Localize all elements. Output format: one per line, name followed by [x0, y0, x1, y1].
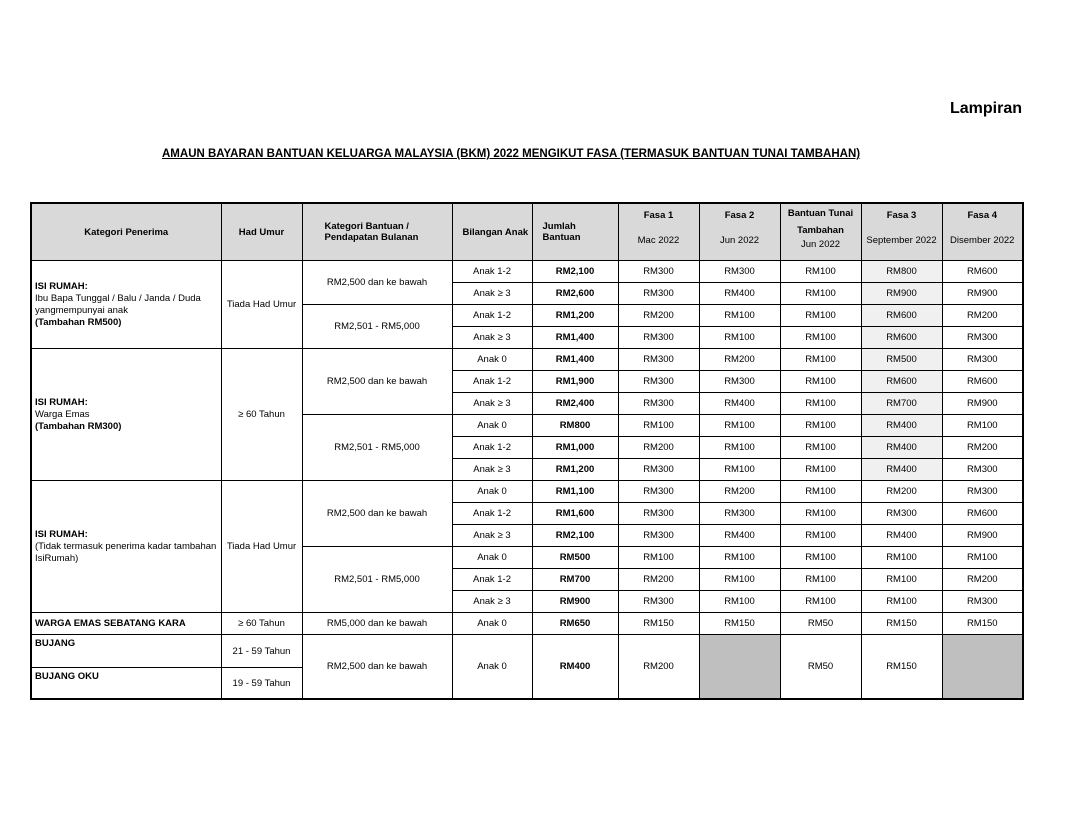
cell-btt: RM100	[780, 393, 861, 415]
cell-fasa3: RM600	[861, 327, 942, 349]
cell-anak: Anak 0	[452, 547, 532, 569]
cell-fasa4: RM300	[942, 349, 1023, 371]
fasa4-date: Disember 2022	[950, 235, 1015, 246]
cell-btt: RM100	[780, 415, 861, 437]
cell-jumlah: RM1,400	[532, 327, 618, 349]
cell-fasa2: RM100	[699, 569, 780, 591]
cell-jumlah: RM2,100	[532, 261, 618, 283]
group2-category	[31, 349, 221, 481]
group1-category	[31, 261, 221, 349]
cell-fasa4: RM100	[942, 415, 1023, 437]
cell-anak: Anak ≥ 3	[452, 283, 532, 305]
table-row	[31, 261, 1023, 283]
cell-fasa3: RM800	[861, 261, 942, 283]
cell-fasa2: RM100	[699, 547, 780, 569]
cell-fasa1: RM300	[618, 349, 699, 371]
wesk-fasa2: RM150	[699, 613, 780, 635]
cell-jumlah: RM1,200	[532, 305, 618, 327]
bujang-oku-age: 19 - 59 Tahun	[221, 668, 302, 700]
cell-fasa1: RM200	[618, 437, 699, 459]
header-fasa3	[861, 203, 942, 261]
cell-fasa4: RM100	[942, 547, 1023, 569]
fasa2-name: Fasa 2	[724, 210, 755, 221]
wesk-anak: Anak 0	[452, 613, 532, 635]
cell-btt: RM100	[780, 437, 861, 459]
header-kategori-bantuan: Kategori Bantuan / Pendapatan Bulanan	[302, 203, 452, 261]
cell-anak: Anak 1-2	[452, 371, 532, 393]
cell-btt: RM100	[780, 503, 861, 525]
header-had-umur: Had Umur	[221, 203, 302, 261]
cell-fasa1: RM300	[618, 503, 699, 525]
group2-income-low: RM2,500 dan ke bawah	[302, 349, 452, 415]
table-row	[31, 481, 1023, 503]
group3-age: Tiada Had Umur	[221, 481, 302, 613]
group3-income-high: RM2,501 - RM5,000	[302, 547, 452, 613]
cell-jumlah: RM500	[532, 547, 618, 569]
header-btt	[780, 203, 861, 261]
cell-jumlah: RM700	[532, 569, 618, 591]
group3-income-low: RM2,500 dan ke bawah	[302, 481, 452, 547]
cell-btt: RM100	[780, 261, 861, 283]
cell-fasa4: RM300	[942, 459, 1023, 481]
group1-extra: (Tambahan RM500)	[35, 316, 122, 328]
cell-jumlah: RM800	[532, 415, 618, 437]
cell-fasa4: RM900	[942, 393, 1023, 415]
fasa1-date: Mac 2022	[637, 235, 680, 246]
cell-jumlah: RM2,600	[532, 283, 618, 305]
cell-fasa2: RM200	[699, 349, 780, 371]
cell-fasa2: RM200	[699, 481, 780, 503]
cell-fasa4: RM300	[942, 327, 1023, 349]
cell-fasa1: RM300	[618, 481, 699, 503]
group2-desc: Warga Emas	[35, 408, 90, 420]
group3-title: ISI RUMAH:	[35, 528, 88, 540]
cell-anak: Anak 1-2	[452, 437, 532, 459]
bkm-payment-table	[30, 202, 1024, 700]
cell-btt: RM100	[780, 459, 861, 481]
cell-fasa1: RM200	[618, 305, 699, 327]
bujang-fasa4-empty	[942, 635, 1023, 700]
group1-desc: Ibu Bapa Tunggal / Balu / Janda / Duda yangmempunyai anak	[35, 292, 201, 316]
cell-fasa3: RM600	[861, 371, 942, 393]
wesk-fasa3: RM150	[861, 613, 942, 635]
group3-desc: (Tidak termasuk penerima kadar tambahan IsiRumah)	[35, 540, 217, 564]
cell-anak: Anak ≥ 3	[452, 591, 532, 613]
cell-jumlah: RM1,900	[532, 371, 618, 393]
cell-jumlah: RM2,100	[532, 525, 618, 547]
cell-anak: Anak ≥ 3	[452, 525, 532, 547]
wesk-fasa1: RM150	[618, 613, 699, 635]
cell-fasa3: RM100	[861, 569, 942, 591]
fasa1-name: Fasa 1	[643, 210, 674, 221]
cell-fasa1: RM300	[618, 525, 699, 547]
header-kategori: Kategori Penerima	[31, 203, 221, 261]
group1-income-high: RM2,501 - RM5,000	[302, 305, 452, 349]
bujang-btt: RM50	[780, 635, 861, 700]
header-jumlah-bantuan: Jumlah Bantuan	[532, 203, 618, 261]
cell-btt: RM100	[780, 349, 861, 371]
wesk-btt: RM50	[780, 613, 861, 635]
cell-fasa3: RM500	[861, 349, 942, 371]
group2-age: ≥ 60 Tahun	[221, 349, 302, 481]
fasa4-name: Fasa 4	[967, 210, 998, 221]
cell-jumlah: RM1,200	[532, 459, 618, 481]
lampiran-label: Lampiran	[950, 100, 1023, 117]
cell-btt: RM100	[780, 305, 861, 327]
group2-title: ISI RUMAH:	[35, 396, 88, 408]
header-fasa1	[618, 203, 699, 261]
cell-btt: RM100	[780, 569, 861, 591]
group1-title: ISI RUMAH:	[35, 280, 88, 292]
cell-jumlah: RM1,000	[532, 437, 618, 459]
bujang-age: 21 - 59 Tahun	[221, 635, 302, 668]
cell-fasa2: RM400	[699, 525, 780, 547]
cell-fasa2: RM300	[699, 503, 780, 525]
cell-fasa3: RM700	[861, 393, 942, 415]
cell-fasa1: RM100	[618, 415, 699, 437]
cell-fasa2: RM100	[699, 591, 780, 613]
btt-name: Bantuan Tunai Tambahan	[787, 208, 854, 236]
cell-fasa2: RM400	[699, 393, 780, 415]
cell-fasa1: RM300	[618, 393, 699, 415]
table-row	[31, 635, 1023, 668]
cell-fasa2: RM400	[699, 283, 780, 305]
cell-fasa3: RM400	[861, 415, 942, 437]
cell-fasa1: RM300	[618, 459, 699, 481]
cell-anak: Anak 1-2	[452, 503, 532, 525]
header-row	[31, 203, 1023, 261]
cell-fasa4: RM600	[942, 371, 1023, 393]
cell-fasa1: RM300	[618, 591, 699, 613]
cell-jumlah: RM2,400	[532, 393, 618, 415]
cell-fasa2: RM100	[699, 437, 780, 459]
wesk-label: WARGA EMAS SEBATANG KARA	[31, 613, 221, 635]
cell-fasa3: RM600	[861, 305, 942, 327]
cell-fasa2: RM100	[699, 459, 780, 481]
cell-anak: Anak 0	[452, 481, 532, 503]
wesk-jumlah: RM650	[532, 613, 618, 635]
cell-fasa3: RM300	[861, 503, 942, 525]
bujang-jumlah: RM400	[532, 635, 618, 700]
cell-btt: RM100	[780, 547, 861, 569]
cell-btt: RM100	[780, 371, 861, 393]
bujang-income: RM2,500 dan ke bawah	[302, 635, 452, 700]
cell-fasa4: RM900	[942, 525, 1023, 547]
cell-btt: RM100	[780, 591, 861, 613]
cell-fasa1: RM300	[618, 283, 699, 305]
cell-anak: Anak 1-2	[452, 261, 532, 283]
cell-fasa2: RM100	[699, 327, 780, 349]
cell-anak: Anak 0	[452, 415, 532, 437]
cell-jumlah: RM900	[532, 591, 618, 613]
cell-fasa3: RM900	[861, 283, 942, 305]
cell-fasa3: RM100	[861, 547, 942, 569]
bujang-fasa1: RM200	[618, 635, 699, 700]
cell-fasa1: RM300	[618, 371, 699, 393]
wesk-income: RM5,000 dan ke bawah	[302, 613, 452, 635]
header-bilangan-anak: Bilangan Anak	[452, 203, 532, 261]
cell-anak: Anak ≥ 3	[452, 327, 532, 349]
table-row	[31, 613, 1023, 635]
cell-fasa2: RM300	[699, 371, 780, 393]
group2-income-high: RM2,501 - RM5,000	[302, 415, 452, 481]
cell-anak: Anak ≥ 3	[452, 459, 532, 481]
cell-jumlah: RM1,600	[532, 503, 618, 525]
bujang-anak: Anak 0	[452, 635, 532, 700]
cell-fasa4: RM600	[942, 503, 1023, 525]
bujang-oku-label: BUJANG OKU	[31, 668, 221, 700]
header-fasa4	[942, 203, 1023, 261]
cell-fasa4: RM900	[942, 283, 1023, 305]
cell-fasa3: RM400	[861, 525, 942, 547]
table-row	[31, 349, 1023, 371]
fasa3-name: Fasa 3	[886, 210, 917, 221]
cell-fasa4: RM300	[942, 591, 1023, 613]
cell-fasa4: RM300	[942, 481, 1023, 503]
fasa3-date: September 2022	[866, 235, 937, 246]
cell-anak: Anak 0	[452, 349, 532, 371]
cell-fasa3: RM400	[861, 459, 942, 481]
cell-fasa3: RM400	[861, 437, 942, 459]
btt-date: Jun 2022	[800, 239, 841, 250]
page-title: AMAUN BAYARAN BANTUAN KELUARGA MALAYSIA (BKM) 2022 MENGIKUT FASA (TERMASUK BANTUAN TUNAI TAMBAHAN)	[162, 148, 861, 160]
cell-fasa3: RM100	[861, 591, 942, 613]
cell-fasa4: RM200	[942, 437, 1023, 459]
cell-fasa1: RM300	[618, 261, 699, 283]
cell-fasa4: RM600	[942, 261, 1023, 283]
cell-fasa1: RM200	[618, 569, 699, 591]
cell-anak: Anak 1-2	[452, 569, 532, 591]
header-fasa2	[699, 203, 780, 261]
wesk-age: ≥ 60 Tahun	[221, 613, 302, 635]
cell-btt: RM100	[780, 327, 861, 349]
cell-fasa4: RM200	[942, 569, 1023, 591]
wesk-fasa4: RM150	[942, 613, 1023, 635]
bujang-label: BUJANG	[31, 635, 221, 668]
cell-anak: Anak 1-2	[452, 305, 532, 327]
cell-btt: RM100	[780, 481, 861, 503]
group1-income-low: RM2,500 dan ke bawah	[302, 261, 452, 305]
cell-fasa2: RM300	[699, 261, 780, 283]
cell-fasa1: RM300	[618, 327, 699, 349]
cell-fasa1: RM100	[618, 547, 699, 569]
cell-fasa2: RM100	[699, 415, 780, 437]
fasa2-date: Jun 2022	[719, 235, 760, 246]
cell-fasa3: RM200	[861, 481, 942, 503]
group2-extra: (Tambahan RM300)	[35, 420, 122, 432]
bujang-fasa2-empty	[699, 635, 780, 700]
cell-btt: RM100	[780, 525, 861, 547]
bujang-fasa3: RM150	[861, 635, 942, 700]
group3-category	[31, 481, 221, 613]
cell-fasa2: RM100	[699, 305, 780, 327]
cell-jumlah: RM1,100	[532, 481, 618, 503]
cell-btt: RM100	[780, 283, 861, 305]
group1-age: Tiada Had Umur	[221, 261, 302, 349]
cell-fasa4: RM200	[942, 305, 1023, 327]
cell-anak: Anak ≥ 3	[452, 393, 532, 415]
cell-jumlah: RM1,400	[532, 349, 618, 371]
